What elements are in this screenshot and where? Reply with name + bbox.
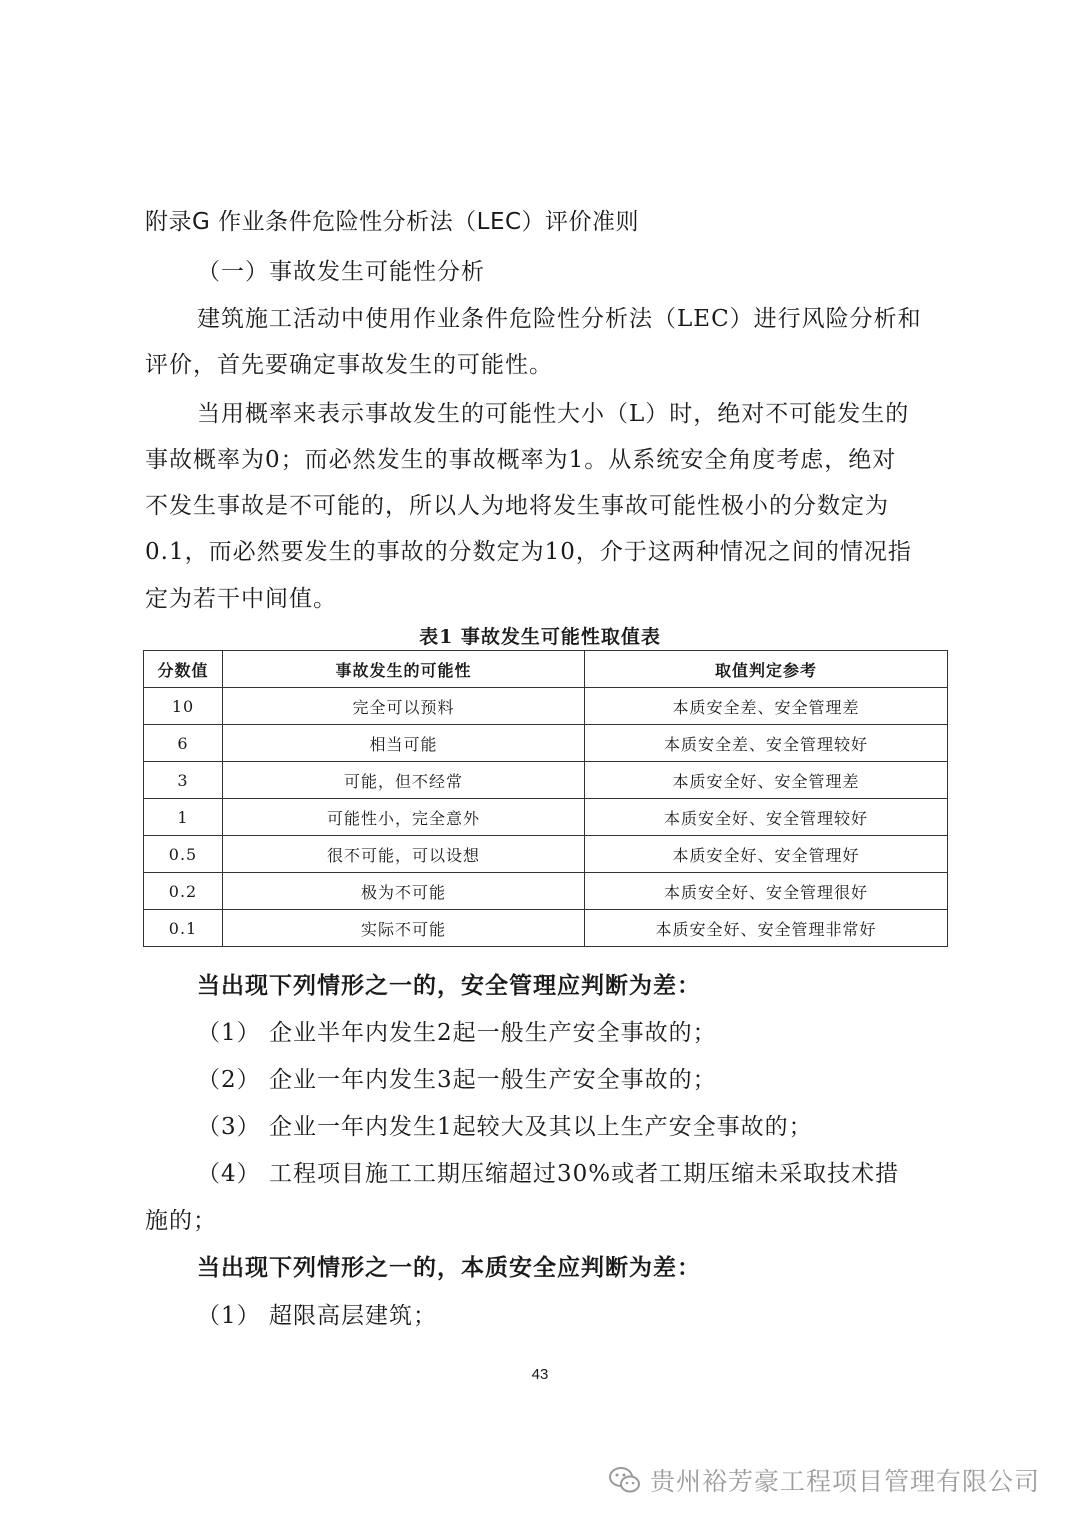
paragraph-line: 建筑施工活动中使用作业条件危险性分析法（LEC）进行风险分析和 [197,306,922,332]
likelihood-cell: 可能，但不经常 [223,762,585,799]
table-header-row [144,651,948,688]
table-row [144,910,948,947]
section-heading: （一）事故发生可能性分析 [197,259,485,285]
paragraph-line: 事故概率为0；而必然发生的事故概率为1。从系统安全角度考虑，绝对 [145,447,897,473]
likelihood-cell: 极为不可能 [223,873,585,910]
paragraph-line: 0.1，而必然要发生的事故的分数定为10，介于这两种情况之间的情况指 [145,539,912,565]
header-reference: 取值判定参考 [585,651,948,688]
wechat-icon [608,1465,642,1495]
table-row [144,762,948,799]
page-number: 43 [531,1366,549,1383]
likelihood-table [143,650,948,947]
table-row [144,799,948,836]
criteria-item: （1） 超限高层建筑； [197,1303,437,1329]
criteria-item: 施的； [145,1208,217,1234]
header-score: 分数值 [144,651,223,688]
criteria-item: （4） 工程项目施工工期压缩超过30%或者工期压缩未采取技术措 [197,1161,900,1187]
score-cell: 0.5 [144,836,223,873]
paragraph-line: 评价，首先要确定事故发生的可能性。 [145,352,553,378]
score-cell: 0.1 [144,910,223,947]
header-likelihood: 事故发生的可能性 [223,651,585,688]
likelihood-cell: 相当可能 [223,725,585,762]
likelihood-cell: 很不可能，可以设想 [223,836,585,873]
criteria-item: （3） 企业一年内发生1起较大及其以上生产安全事故的； [197,1114,813,1140]
likelihood-cell: 可能性小，完全意外 [223,799,585,836]
management-criteria-heading: 当出现下列情形之一的，安全管理应判断为差： [197,972,701,999]
score-cell: 6 [144,725,223,762]
reference-cell: 本质安全好、安全管理差 [585,762,948,799]
table-caption: 表1 事故发生可能性取值表 [419,626,661,648]
watermark-text: 贵州裕芳豪工程项目管理有限公司 [650,1467,1041,1496]
reference-cell: 本质安全好、安全管理较好 [585,799,948,836]
paragraph-line: 定为若干中间值。 [145,586,337,612]
criteria-item: （1） 企业半年内发生2起一般生产安全事故的； [197,1020,717,1046]
table-row [144,873,948,910]
paragraph-line: 当用概率来表示事故发生的可能性大小（L）时，绝对不可能发生的 [197,401,910,427]
paragraph-line: 不发生事故是不可能的，所以人为地将发生事故可能性极小的分数定为 [145,493,889,519]
criteria-item: （2） 企业一年内发生3起一般生产安全事故的； [197,1067,717,1093]
reference-cell: 本质安全好、安全管理非常好 [585,910,948,947]
reference-cell: 本质安全好、安全管理很好 [585,873,948,910]
score-cell: 10 [144,688,223,725]
table-row [144,725,948,762]
table-row [144,836,948,873]
watermark [608,1460,1040,1500]
table-row [144,688,948,725]
reference-cell: 本质安全好、安全管理好 [585,836,948,873]
likelihood-cell: 实际不可能 [223,910,585,947]
score-cell: 1 [144,799,223,836]
safety-criteria-heading: 当出现下列情形之一的，本质安全应判断为差： [197,1254,701,1281]
appendix-title: 附录G 作业条件危险性分析法（LEC）评价准则 [145,209,640,235]
reference-cell: 本质安全差、安全管理差 [585,688,948,725]
score-cell: 0.2 [144,873,223,910]
likelihood-cell: 完全可以预料 [223,688,585,725]
score-cell: 3 [144,762,223,799]
reference-cell: 本质安全差、安全管理较好 [585,725,948,762]
